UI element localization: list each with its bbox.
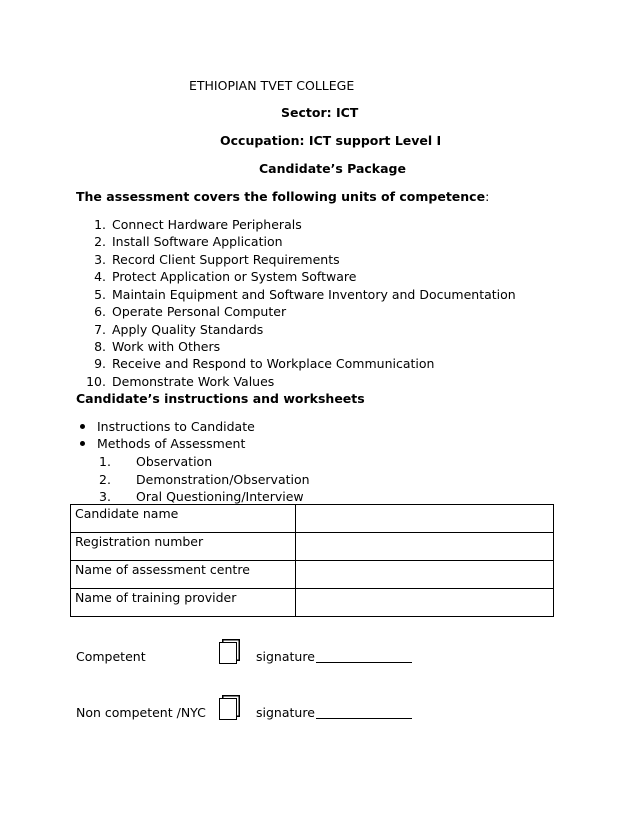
unit-label: Record Client Support Requirements bbox=[112, 252, 340, 267]
table-label-cell: Registration number bbox=[71, 533, 296, 561]
occupation-line: Occupation: ICT support Level I bbox=[220, 133, 442, 148]
unit-number: 7. bbox=[94, 322, 106, 337]
signature-line[interactable] bbox=[316, 718, 412, 719]
bullet-icon bbox=[80, 424, 85, 429]
bullet-item: Instructions to Candidate bbox=[97, 419, 255, 434]
table-row bbox=[71, 505, 554, 533]
table-row bbox=[71, 561, 554, 589]
unit-number: 5. bbox=[94, 287, 106, 302]
sector-line: Sector: ICT bbox=[281, 105, 359, 120]
unit-label: Connect Hardware Peripherals bbox=[112, 217, 302, 232]
unit-number: 4. bbox=[94, 269, 106, 284]
method-number: 2. bbox=[99, 472, 111, 487]
unit-label: Protect Application or System Software bbox=[112, 269, 357, 284]
unit-label: Work with Others bbox=[112, 339, 221, 354]
candidate-name-field[interactable] bbox=[296, 505, 554, 533]
instructions-heading: Candidate’s instructions and worksheets bbox=[76, 391, 365, 406]
training-provider-field[interactable] bbox=[296, 589, 554, 617]
package-title: Candidate’s Package bbox=[259, 161, 406, 176]
table-label-cell: Name of training provider bbox=[71, 589, 296, 617]
unit-label: Demonstrate Work Values bbox=[112, 374, 275, 389]
method-label: Demonstration/Observation bbox=[136, 472, 310, 487]
unit-label: Receive and Respond to Workplace Communication bbox=[112, 356, 435, 371]
unit-number: 1. bbox=[94, 217, 106, 232]
registration-number-field[interactable] bbox=[296, 533, 554, 561]
assessment-centre-field[interactable] bbox=[296, 561, 554, 589]
units-heading-colon: : bbox=[485, 189, 490, 204]
table-label-cell: Name of assessment centre bbox=[71, 561, 296, 589]
table-row bbox=[71, 589, 554, 617]
unit-number: 2. bbox=[94, 234, 106, 249]
unit-number: 10. bbox=[86, 374, 106, 389]
non-competent-label: Non competent /NYC bbox=[76, 705, 206, 720]
non-competent-checkbox[interactable] bbox=[219, 698, 237, 720]
competent-label: Competent bbox=[76, 649, 146, 664]
unit-number: 3. bbox=[94, 252, 106, 267]
bullet-item: Methods of Assessment bbox=[97, 436, 246, 451]
method-number: 3. bbox=[99, 489, 111, 504]
unit-number: 8. bbox=[94, 339, 106, 354]
signature-label: signature bbox=[256, 649, 315, 664]
unit-label: Operate Personal Computer bbox=[112, 304, 287, 319]
units-heading bbox=[76, 189, 489, 205]
table-row bbox=[71, 533, 554, 561]
competent-checkbox[interactable] bbox=[219, 642, 237, 664]
unit-number: 6. bbox=[94, 304, 106, 319]
method-number: 1. bbox=[99, 454, 111, 469]
unit-number: 9. bbox=[94, 356, 106, 371]
unit-label: Maintain Equipment and Software Inventory and Documentation bbox=[112, 287, 516, 302]
bullet-icon bbox=[80, 441, 85, 446]
signature-line[interactable] bbox=[316, 662, 412, 663]
units-heading-text: The assessment covers the following units of competence bbox=[76, 189, 486, 204]
college-title: ETHIOPIAN TVET COLLEGE bbox=[189, 78, 355, 93]
unit-label: Install Software Application bbox=[112, 234, 283, 249]
candidate-info-table bbox=[70, 504, 554, 617]
signature-label: signature bbox=[256, 705, 315, 720]
method-label: Observation bbox=[136, 454, 213, 469]
unit-label: Apply Quality Standards bbox=[112, 322, 264, 337]
method-label: Oral Questioning/Interview bbox=[136, 489, 304, 504]
table-label-cell: Candidate name bbox=[71, 505, 296, 533]
